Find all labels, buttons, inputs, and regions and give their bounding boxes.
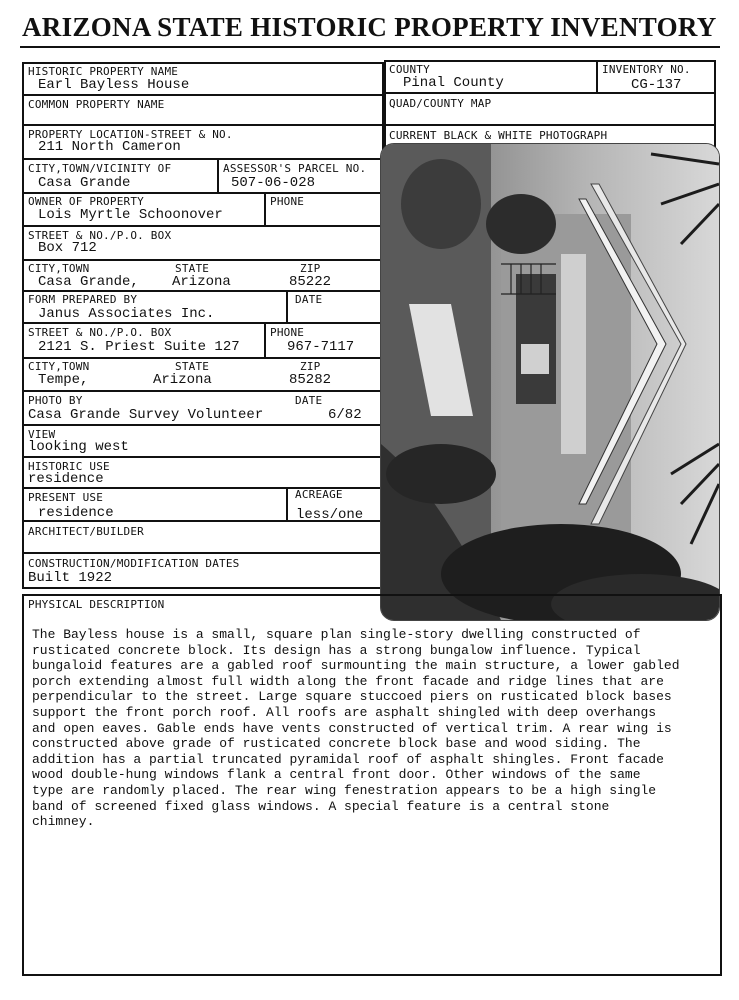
view-value: looking west [28,439,129,455]
divider [264,192,266,227]
present-use-value: residence [38,505,114,521]
owner-street-value: Box 712 [38,240,97,256]
prep-street-value: 2121 S. Priest Suite 127 [38,340,240,355]
divider [22,587,384,589]
owner-zip-label: ZIP [300,262,321,275]
owner-city-value: Casa Grande, [38,274,139,290]
owner-zip-value: 85222 [289,274,332,290]
prep-phone-label: PHONE [270,326,305,339]
prep-zip-value: 85282 [289,372,332,388]
physical-description-text: The Bayless house is a small, square plan single-story dwelling constructed of rusticated concrete block. Its design has a strong bungalow influence. Typical bungaloid features are a gabled roof surmounting the main structure, a lower gabled porch extending almost full width along the front facade and ridge lines that are perpendicular to the street. Large square stuccoed piers on rusticated block bases support the front porch roof. All roofs are asphalt shingled with deep overhangs and open eaves. Gable ends have vents constructed of vertical trim. A rear wing is constructed above grade of rusticated concrete block base and wood siding. The addition has a partial truncated pyramidal roof of asphalt shingles. Front facade wood double-hung windows flank a central front door. Other windows of the same type are randomly placed. The rear wing fenestration appears to be a high single band of screened fixed glass windows. A special feature is a central stone chimney. [32,627,680,830]
acreage-value: less/one [296,507,364,523]
prepared-by-label: FORM PREPARED BY [28,293,138,306]
historic-use-label: HISTORIC USE [28,460,110,473]
architect-label: ARCHITECT/BUILDER [28,525,144,538]
prepared-date-label: DATE [295,293,323,306]
page-title: ARIZONA STATE HISTORIC PROPERTY INVENTORY [22,12,717,42]
owner-city-label: CITY,TOWN [28,262,90,275]
parcel-value: 507-06-028 [231,175,316,191]
location-value: 211 North Cameron [38,139,181,155]
prep-state-label: STATE [175,360,210,373]
owner-state-value: Arizona [172,274,231,290]
county-label: COUNTY [389,63,430,76]
photo-date-label: DATE [295,394,323,407]
house-photograph [380,143,720,621]
city-vicinity-value: Casa Grande [38,175,131,191]
divider [22,552,384,554]
divider [286,487,288,522]
house-photo-image [381,144,719,620]
county-value: Pinal County [403,75,504,91]
historic-name-label: HISTORIC PROPERTY NAME [28,65,179,78]
owner-label: OWNER OF PROPERTY [28,195,144,208]
divider [22,192,384,194]
acreage-label: ACREAGE [295,488,343,501]
common-name-label: COMMON PROPERTY NAME [28,98,165,111]
inventory-value: CG-137 [631,77,682,93]
divider [22,322,384,324]
inventory-label: INVENTORY NO. [602,63,691,76]
divider [22,94,384,96]
divider [22,225,384,227]
prep-zip-label: ZIP [300,360,321,373]
construction-label: CONSTRUCTION/MODIFICATION DATES [28,557,240,570]
photo-date-value: 6/82 [328,407,362,423]
historic-name-value: Earl Bayless House [38,77,190,93]
prep-state-value: Arizona [153,372,212,388]
construction-value: Built 1922 [28,570,113,586]
city-vicinity-label: CITY,TOWN/VICINITY OF [28,162,172,175]
location-label: PROPERTY LOCATION-STREET & NO. [28,128,233,141]
prep-phone-value: 967-7117 [287,339,355,355]
divider [217,158,219,194]
photo-by-value: Casa Grande Survey Volunteer [28,407,264,423]
divider [22,259,384,261]
prep-city-label: CITY,TOWN [28,360,90,373]
title-rule [20,46,720,48]
divider [286,290,288,324]
divider [264,322,266,359]
physical-description-label: PHYSICAL DESCRIPTION [28,598,165,611]
prep-street-label: STREET & NO./P.O. BOX [28,326,172,339]
prepared-by-value: Janus Associates Inc. [38,306,215,322]
divider [22,124,384,126]
divider [22,158,384,160]
photo-label: CURRENT BLACK & WHITE PHOTOGRAPH [389,129,608,142]
divider [22,290,384,292]
divider [22,456,384,458]
prep-city-value: Tempe, [38,372,89,388]
divider [22,390,384,392]
parcel-label: ASSESSOR'S PARCEL NO. [223,162,367,175]
owner-state-label: STATE [175,262,210,275]
owner-phone-label: PHONE [270,195,305,208]
divider [22,357,384,359]
view-label: VIEW [28,428,56,441]
owner-value: Lois Myrtle Schoonover [38,207,223,223]
owner-street-label: STREET & NO./P.O. BOX [28,229,172,242]
historic-use-value: residence [28,471,104,487]
present-use-label: PRESENT USE [28,491,104,504]
divider [22,424,384,426]
photo-by-label: PHOTO BY [28,394,83,407]
quad-map-label: QUAD/COUNTY MAP [389,97,492,110]
